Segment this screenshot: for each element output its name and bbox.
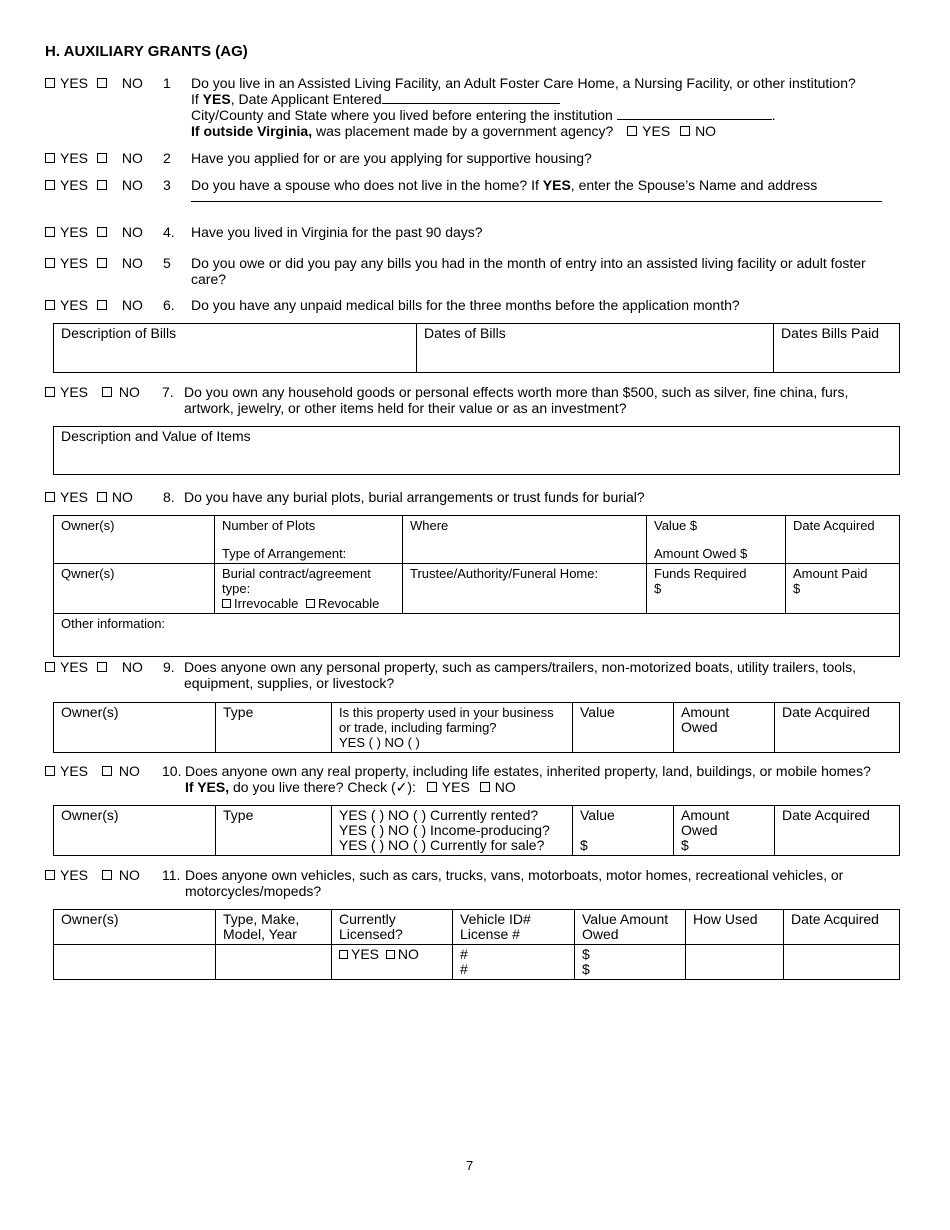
q10-live-no-checkbox[interactable] xyxy=(480,782,490,792)
veh-owed-header: Owed xyxy=(582,926,619,942)
no-label: NO xyxy=(121,255,143,271)
yes-label: YES xyxy=(60,384,89,400)
items-description-header: Description and Value of Items xyxy=(61,428,251,444)
no-label: NO xyxy=(695,123,717,139)
pp-value-header: Value xyxy=(580,704,615,720)
q7-number: 7. xyxy=(162,384,174,400)
q5-no-checkbox[interactable] xyxy=(97,258,107,268)
q9-number: 9. xyxy=(163,659,175,675)
burial-owner-header: Owner(s) xyxy=(61,518,115,533)
q6-number: 6. xyxy=(163,297,175,313)
burial-contract-cell xyxy=(215,564,403,614)
pp-owner-header: Owner(s) xyxy=(61,704,119,720)
q3-text: Do you have a spouse who does not live in the home? If xyxy=(191,177,543,193)
burial-where-header: Where xyxy=(410,518,449,533)
q7-text: Do you own any household goods or personal effects worth more than $500, such as silver, fine china, furs, artwork, jewelry, or other items held for their value or as an investment? xyxy=(184,384,849,416)
revocable-checkbox[interactable] xyxy=(306,599,315,608)
rp-amount-header: Amount xyxy=(681,807,730,823)
q5-yes-checkbox[interactable] xyxy=(45,258,55,268)
q1-gov-yes-checkbox[interactable] xyxy=(627,126,637,136)
yes-label: YES xyxy=(60,150,89,166)
q1-if: If xyxy=(191,91,203,107)
rp-rented: YES ( ) NO ( ) Currently rented? xyxy=(339,807,539,823)
q1-question xyxy=(191,75,871,139)
pp-date-header: Date Acquired xyxy=(782,704,870,720)
yes-label: YES xyxy=(642,123,671,139)
q8-yes-checkbox[interactable] xyxy=(45,492,55,502)
q7-yes-no xyxy=(45,384,140,400)
q11-no-checkbox[interactable] xyxy=(102,870,112,880)
burial-paid-header: Amount Paid xyxy=(793,566,868,581)
burial-plots-cell[interactable] xyxy=(215,516,403,564)
veh-owner-header: Owner(s) xyxy=(61,911,119,927)
pp-owed-header: Owed xyxy=(681,719,718,735)
burial-plots-header: Number of Plots xyxy=(222,518,316,533)
burial-contract-label: Burial contract/agreement type: xyxy=(222,566,371,596)
personal-property-table xyxy=(53,702,900,753)
q3-yes-bold: YES xyxy=(542,177,571,193)
pp-business-question: Is this property used in your business or trade, including farming? xyxy=(339,705,554,735)
q9-yes-checkbox[interactable] xyxy=(45,662,55,672)
q1-number: 1 xyxy=(163,75,171,91)
section-title: H. AUXILIARY GRANTS (AG) xyxy=(45,43,248,60)
burial-date-header: Date Acquired xyxy=(793,518,875,533)
burial-paid-cell[interactable] xyxy=(786,564,900,614)
yes-label: YES xyxy=(60,763,89,779)
no-label: NO xyxy=(121,224,143,240)
pp-amount-header: Amount xyxy=(681,704,730,720)
q3-yes-checkbox[interactable] xyxy=(45,180,55,190)
veh-used-input[interactable] xyxy=(686,945,784,980)
no-label: NO xyxy=(494,779,516,795)
q1-date-entered-field[interactable] xyxy=(382,91,560,104)
yes-label: YES xyxy=(60,659,89,675)
pp-owed-cell[interactable] xyxy=(674,703,775,753)
q6-yes-checkbox[interactable] xyxy=(45,300,55,310)
q5-number: 5 xyxy=(163,255,171,271)
pp-date-cell[interactable] xyxy=(775,703,900,753)
veh-id-header: Vehicle ID# xyxy=(460,911,531,927)
bills-paid-cell[interactable] xyxy=(774,324,900,373)
rp-value-dollar: $ xyxy=(580,837,588,853)
bills-table xyxy=(53,323,900,373)
veh-license-hash: # xyxy=(460,961,468,977)
no-label: NO xyxy=(118,763,140,779)
yes-label: YES xyxy=(60,75,89,91)
veh-type-header: Type, Make, xyxy=(223,911,300,927)
burial-trustee-header: Trustee/Authority/Funeral Home: xyxy=(410,566,599,581)
yes-label: YES xyxy=(60,224,89,240)
q11-yes-checkbox[interactable] xyxy=(45,870,55,880)
burial-funds-dollar: $ xyxy=(654,581,662,596)
veh-owed-dollar: $ xyxy=(582,961,590,977)
bills-dates-cell[interactable] xyxy=(417,324,774,373)
yes-label: YES xyxy=(60,177,89,193)
q6-yes-no xyxy=(45,297,143,313)
q7-yes-checkbox[interactable] xyxy=(45,387,55,397)
q8-no-checkbox[interactable] xyxy=(97,492,107,502)
rp-owner-header: Owner(s) xyxy=(61,807,119,823)
rp-value-cell[interactable] xyxy=(573,806,674,856)
burial-table xyxy=(53,515,900,657)
q1-period: . xyxy=(771,107,776,123)
q3-number: 3 xyxy=(163,177,171,193)
q2-yes-no xyxy=(45,150,143,166)
rp-date-header: Date Acquired xyxy=(782,807,870,823)
veh-currently-header: Currently xyxy=(339,911,396,927)
veh-used-header: How Used xyxy=(693,911,758,927)
pp-business-cell[interactable] xyxy=(332,703,573,753)
q8-text: Do you have any burial plots, burial arrangements or trust funds for burial? xyxy=(184,489,645,505)
items-description-cell[interactable] xyxy=(54,427,900,475)
veh-value-header: Value Amount xyxy=(582,911,669,927)
q2-no-checkbox[interactable] xyxy=(97,153,107,163)
q4-yes-no xyxy=(45,224,143,240)
burial-value-cell[interactable] xyxy=(647,516,786,564)
q1-yes-checkbox[interactable] xyxy=(45,78,55,88)
burial-other-cell[interactable] xyxy=(54,614,900,657)
veh-license-header: License # xyxy=(460,926,520,942)
q1-text: Do you live in an Assisted Living Facility, an Adult Foster Care Home, a Nursing Facility, or other institution? xyxy=(191,75,856,91)
veh-owner-cell xyxy=(54,910,216,945)
yes-label: YES xyxy=(60,489,89,505)
q10-question xyxy=(185,763,885,795)
real-property-table xyxy=(53,805,900,856)
veh-used-cell xyxy=(686,910,784,945)
rp-owed-cell[interactable] xyxy=(674,806,775,856)
q1-no-checkbox[interactable] xyxy=(97,78,107,88)
q2-number: 2 xyxy=(163,150,171,166)
q1-yes-bold: YES xyxy=(202,91,231,107)
burial-other-header: Other information: xyxy=(61,616,166,631)
burial-value-header: Value $ xyxy=(654,518,698,533)
revocable-label: Revocable xyxy=(317,596,380,611)
burial-paid-dollar: $ xyxy=(793,581,801,596)
q3-no-checkbox[interactable] xyxy=(97,180,107,190)
veh-id-cell xyxy=(453,910,575,945)
q3-text-post: , enter the Spouse’s Name and address xyxy=(570,177,818,193)
bills-dates-header: Dates of Bills xyxy=(424,325,506,341)
q4-number: 4. xyxy=(163,224,175,240)
veh-licensed-cell xyxy=(332,910,453,945)
burial-arrangement-header: Type of Arrangement: xyxy=(222,546,347,561)
q1-placement-label: was placement made by a government agency? xyxy=(312,123,614,139)
no-label: NO xyxy=(397,946,419,962)
rp-status-cell[interactable] xyxy=(332,806,573,856)
q4-yes-checkbox[interactable] xyxy=(45,227,55,237)
q5-yes-no xyxy=(45,255,143,271)
bills-paid-header: Dates Bills Paid xyxy=(781,325,880,341)
burial-owner-cell[interactable] xyxy=(54,516,215,564)
q11-text: Does anyone own vehicles, such as cars, trucks, vans, motorboats, motor homes, recreational vehicles, or motorcycles/mopeds? xyxy=(185,867,844,899)
items-table xyxy=(53,426,900,475)
pp-type-cell[interactable] xyxy=(216,703,332,753)
yes-label: YES xyxy=(60,297,89,313)
veh-date-input[interactable] xyxy=(784,945,900,980)
page-number: 7 xyxy=(466,1158,474,1173)
veh-model-header: Model, Year xyxy=(223,926,297,942)
vehicle-table xyxy=(53,909,900,980)
q9-text: Does anyone own any personal property, such as campers/trailers, non-motorized boats, utility trailers, tools, equipment, supplies, or livestock? xyxy=(184,659,857,691)
rp-income: YES ( ) NO ( ) Income-producing? xyxy=(339,822,550,838)
burial-trustee-cell[interactable] xyxy=(403,564,647,614)
rp-owner-cell[interactable] xyxy=(54,806,216,856)
bills-description-header: Description of Bills xyxy=(61,325,177,341)
q1-gov-no-checkbox[interactable] xyxy=(680,126,690,136)
q2-yes-checkbox[interactable] xyxy=(45,153,55,163)
q1-city-state-label: City/County and State where you lived before entering the institution xyxy=(191,107,613,123)
no-label: NO xyxy=(111,489,133,505)
irrevocable-label: Irrevocable xyxy=(234,596,299,611)
pp-business-yes-no: YES ( ) NO ( ) xyxy=(339,735,420,750)
q11-yes-no xyxy=(45,867,140,883)
q3-yes-no xyxy=(45,177,143,193)
rp-type-header: Type xyxy=(223,807,254,823)
q10-yes-checkbox[interactable] xyxy=(45,766,55,776)
veh-owner-input[interactable] xyxy=(54,945,216,980)
no-label: NO xyxy=(118,867,140,883)
veh-id-hash: # xyxy=(460,946,468,962)
no-label: NO xyxy=(121,177,143,193)
yes-label: YES xyxy=(351,946,380,962)
q8-yes-no xyxy=(45,489,133,505)
burial-owner2-header: Qwner(s) xyxy=(61,566,115,581)
q11-number: 11. xyxy=(162,867,181,883)
q5-text: Do you owe or did you pay any bills you had in the month of entry into an assisted living facility or adult foster care? xyxy=(191,255,866,287)
burial-amount-owed-header: Amount Owed $ xyxy=(654,546,748,561)
no-label: NO xyxy=(121,659,143,675)
q6-no-checkbox[interactable] xyxy=(97,300,107,310)
pp-owner-cell[interactable] xyxy=(54,703,216,753)
yes-label: YES xyxy=(60,867,89,883)
burial-owner2-cell[interactable] xyxy=(54,564,215,614)
veh-type-cell xyxy=(216,910,332,945)
rp-value-header: Value xyxy=(580,807,615,823)
rp-date-cell[interactable] xyxy=(775,806,900,856)
no-label: NO xyxy=(118,384,140,400)
rp-owed-header: Owed xyxy=(681,822,718,838)
q3-question xyxy=(191,177,817,193)
q1-city-state-field[interactable] xyxy=(617,107,772,120)
no-label: NO xyxy=(121,297,143,313)
no-label: NO xyxy=(121,75,143,91)
pp-type-header: Type xyxy=(223,704,254,720)
q10-if-yes: If YES, xyxy=(185,779,230,795)
burial-funds-cell[interactable] xyxy=(647,564,786,614)
q3-spouse-field[interactable] xyxy=(191,201,882,202)
veh-id-input[interactable] xyxy=(453,945,575,980)
bills-description-cell[interactable] xyxy=(54,324,417,373)
veh-licensed-input xyxy=(332,945,453,980)
q7-no-checkbox[interactable] xyxy=(102,387,112,397)
q6-text: Do you have any unpaid medical bills for the three months before the application month? xyxy=(191,297,740,313)
rp-owed-dollar: $ xyxy=(681,837,689,853)
q4-text: Have you lived in Virginia for the past 90 days? xyxy=(191,224,483,240)
veh-value-input[interactable] xyxy=(575,945,686,980)
yes-label: YES xyxy=(60,255,89,271)
pp-value-cell[interactable] xyxy=(573,703,674,753)
rp-type-cell[interactable] xyxy=(216,806,332,856)
veh-licensed-no-checkbox[interactable] xyxy=(386,950,395,959)
veh-date-header: Date Acquired xyxy=(791,911,879,927)
q10-live-there: do you live there? Check (✓): xyxy=(229,779,416,795)
q9-no-checkbox[interactable] xyxy=(97,662,107,672)
q10-yes-no xyxy=(45,763,140,779)
rp-for-sale: YES ( ) NO ( ) Currently for sale? xyxy=(339,837,545,853)
veh-licensed-yes-checkbox[interactable] xyxy=(339,950,348,959)
q1-date-entered-label: , Date Applicant Entered xyxy=(230,91,382,107)
burial-date-cell[interactable] xyxy=(786,516,900,564)
q2-text: Have you applied for or are you applying for supportive housing? xyxy=(191,150,592,166)
veh-date-cell xyxy=(784,910,900,945)
irrevocable-checkbox[interactable] xyxy=(222,599,231,608)
veh-type-input[interactable] xyxy=(216,945,332,980)
q10-text: Does anyone own any real property, including life estates, inherited property, land, buildings, or mobile homes? xyxy=(185,763,871,779)
q9-yes-no xyxy=(45,659,143,675)
q10-number: 10. xyxy=(162,763,182,779)
q1-outside-va: If outside Virginia, xyxy=(191,123,313,139)
q8-number: 8. xyxy=(163,489,175,505)
q10-no-checkbox[interactable] xyxy=(102,766,112,776)
veh-licensed-header: Licensed? xyxy=(339,926,403,942)
burial-where-cell[interactable] xyxy=(403,516,647,564)
burial-funds-header: Funds Required xyxy=(654,566,747,581)
yes-label: YES xyxy=(441,779,470,795)
q10-live-yes-checkbox[interactable] xyxy=(427,782,437,792)
veh-value-cell xyxy=(575,910,686,945)
no-label: NO xyxy=(121,150,143,166)
q4-no-checkbox[interactable] xyxy=(97,227,107,237)
q1-yes-no xyxy=(45,75,143,91)
veh-value-dollar: $ xyxy=(582,946,590,962)
